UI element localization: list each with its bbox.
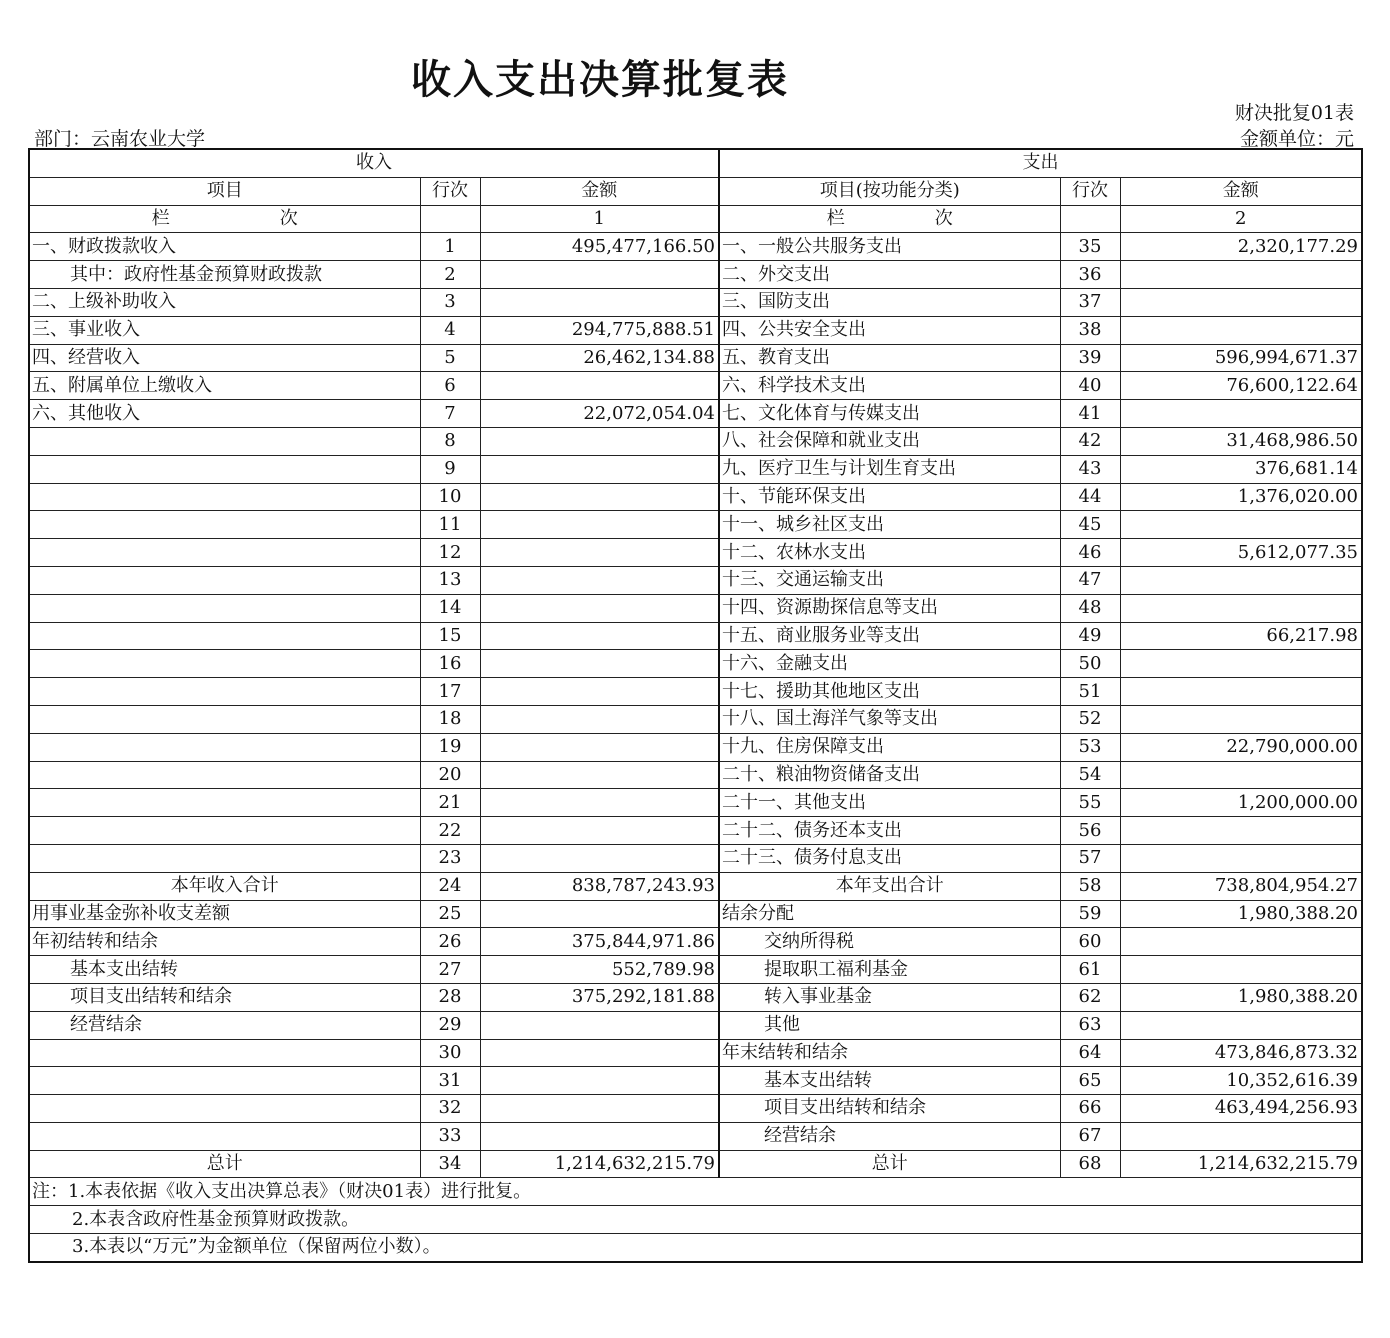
table-row — [29, 650, 1362, 678]
income-item — [29, 650, 420, 678]
expense-item: 五、教育支出 — [719, 344, 1060, 372]
income-row-no: 29 — [420, 1011, 480, 1039]
income-item — [29, 483, 420, 511]
expense-item: 十六、金融支出 — [719, 650, 1060, 678]
table-row — [29, 872, 1362, 900]
table-row — [29, 316, 1362, 344]
income-item — [29, 1039, 420, 1067]
expense-amount: 22,790,000.00 — [1120, 733, 1362, 761]
income-row-no: 14 — [420, 594, 480, 622]
table-row — [29, 844, 1362, 872]
expense-row-no: 66 — [1060, 1095, 1120, 1123]
expense-amount: 10,352,616.39 — [1120, 1067, 1362, 1095]
income-amount — [480, 1067, 719, 1095]
expense-item: 年末结转和结余 — [719, 1039, 1060, 1067]
income-amount — [480, 900, 719, 928]
expense-row-no: 47 — [1060, 566, 1120, 594]
expense-amount: 76,600,122.64 — [1120, 372, 1362, 400]
expense-item: 二十一、其他支出 — [719, 789, 1060, 817]
expense-item: 八、社会保障和就业支出 — [719, 427, 1060, 455]
expense-amount — [1120, 1122, 1362, 1150]
income-amount — [480, 511, 719, 539]
expense-row-no: 42 — [1060, 427, 1120, 455]
income-row-no: 28 — [420, 983, 480, 1011]
income-amount — [480, 1011, 719, 1039]
income-amount — [480, 622, 719, 650]
income-header: 收入 — [29, 149, 719, 177]
table-row — [29, 1011, 1362, 1039]
expense-amount — [1120, 566, 1362, 594]
income-amount — [480, 1122, 719, 1150]
table-row — [29, 594, 1362, 622]
expense-amount — [1120, 678, 1362, 706]
table-row — [29, 983, 1362, 1011]
table-row — [29, 900, 1362, 928]
income-item: 五、附属单位上缴收入 — [29, 372, 420, 400]
income-amount: 375,844,971.86 — [480, 928, 719, 956]
income-row-no: 1 — [420, 233, 480, 261]
expense-row-no: 49 — [1060, 622, 1120, 650]
income-amount: 838,787,243.93 — [480, 872, 719, 900]
income-item: 一、财政拨款收入 — [29, 233, 420, 261]
table-row — [29, 372, 1362, 400]
expense-row-no: 61 — [1060, 956, 1120, 984]
income-row-no: 23 — [420, 844, 480, 872]
table-row — [29, 1067, 1362, 1095]
expense-row-no: 59 — [1060, 900, 1120, 928]
col-row-no: 行次 — [420, 177, 480, 205]
income-amount — [480, 844, 719, 872]
income-row-no: 15 — [420, 622, 480, 650]
expense-row-no: 51 — [1060, 678, 1120, 706]
table-row — [29, 539, 1362, 567]
expense-item: 基本支出结转 — [719, 1067, 1060, 1095]
expense-amount — [1120, 594, 1362, 622]
table-row — [29, 1150, 1362, 1178]
expense-item: 四、公共安全支出 — [719, 316, 1060, 344]
expense-item: 本年支出合计 — [719, 872, 1060, 900]
expense-item: 二十、粮油物资储备支出 — [719, 761, 1060, 789]
income-item: 三、事业收入 — [29, 316, 420, 344]
expense-row-no: 40 — [1060, 372, 1120, 400]
table-row — [29, 733, 1362, 761]
expense-item: 十四、资源勘探信息等支出 — [719, 594, 1060, 622]
expense-amount — [1120, 261, 1362, 289]
income-amount — [480, 566, 719, 594]
expense-amount — [1120, 316, 1362, 344]
expense-item: 六、科学技术支出 — [719, 372, 1060, 400]
income-amount — [480, 594, 719, 622]
income-row-no: 25 — [420, 900, 480, 928]
section-header-row — [29, 149, 1362, 177]
income-amount — [480, 539, 719, 567]
expense-row-no: 58 — [1060, 872, 1120, 900]
expense-item: 一、一般公共服务支出 — [719, 233, 1060, 261]
table-row — [29, 427, 1362, 455]
income-amount: 294,775,888.51 — [480, 316, 719, 344]
col-index-2: 2 — [1120, 205, 1362, 233]
expense-row-no: 39 — [1060, 344, 1120, 372]
expense-amount: 376,681.14 — [1120, 455, 1362, 483]
expense-row-no: 55 — [1060, 789, 1120, 817]
income-row-no: 8 — [420, 427, 480, 455]
income-row-no: 30 — [420, 1039, 480, 1067]
income-amount — [480, 817, 719, 845]
table-row — [29, 622, 1362, 650]
expense-amount: 5,612,077.35 — [1120, 539, 1362, 567]
expense-item: 总计 — [719, 1150, 1060, 1178]
income-amount — [480, 789, 719, 817]
col-item: 项目 — [29, 177, 420, 205]
expense-amount: 463,494,256.93 — [1120, 1095, 1362, 1123]
table-row — [29, 1122, 1362, 1150]
income-item — [29, 1095, 420, 1123]
income-item — [29, 594, 420, 622]
income-amount — [480, 1095, 719, 1123]
income-row-no: 10 — [420, 483, 480, 511]
income-row-no: 2 — [420, 261, 480, 289]
expense-amount: 1,214,632,215.79 — [1120, 1150, 1362, 1178]
expense-amount — [1120, 400, 1362, 428]
expense-amount — [1120, 511, 1362, 539]
income-amount: 26,462,134.88 — [480, 344, 719, 372]
expense-item: 十五、商业服务业等支出 — [719, 622, 1060, 650]
income-amount — [480, 733, 719, 761]
expense-row-no: 50 — [1060, 650, 1120, 678]
expense-item: 三、国防支出 — [719, 288, 1060, 316]
col-amount: 金额 — [480, 177, 719, 205]
expense-item: 项目支出结转和结余 — [719, 1095, 1060, 1123]
table-row — [29, 288, 1362, 316]
income-row-no: 24 — [420, 872, 480, 900]
income-amount — [480, 372, 719, 400]
note-2: 2.本表含政府性基金预算财政拨款。 — [29, 1206, 1362, 1234]
expense-row-no: 57 — [1060, 844, 1120, 872]
income-amount — [480, 288, 719, 316]
expense-row-no: 45 — [1060, 511, 1120, 539]
income-row-no: 12 — [420, 539, 480, 567]
expense-item: 转入事业基金 — [719, 983, 1060, 1011]
expense-item: 结余分配 — [719, 900, 1060, 928]
expense-amount — [1120, 288, 1362, 316]
income-item: 基本支出结转 — [29, 956, 420, 984]
income-row-no: 13 — [420, 566, 480, 594]
expense-row-no: 68 — [1060, 1150, 1120, 1178]
blank-cell — [1060, 205, 1120, 233]
income-row-no: 11 — [420, 511, 480, 539]
ci-label: 次 — [934, 207, 953, 229]
income-item: 其中：政府性基金预算财政拨款 — [29, 261, 420, 289]
table-row — [29, 705, 1362, 733]
income-row-no: 18 — [420, 705, 480, 733]
income-row-no: 22 — [420, 817, 480, 845]
income-item — [29, 511, 420, 539]
expense-item: 二十二、债务还本支出 — [719, 817, 1060, 845]
expense-row-no: 38 — [1060, 316, 1120, 344]
expense-item: 经营结余 — [719, 1122, 1060, 1150]
income-item: 经营结余 — [29, 1011, 420, 1039]
expense-row-no: 46 — [1060, 539, 1120, 567]
expense-row-no: 65 — [1060, 1067, 1120, 1095]
expense-row-no: 64 — [1060, 1039, 1120, 1067]
expense-item: 十七、援助其他地区支出 — [719, 678, 1060, 706]
table-row — [29, 261, 1362, 289]
income-item — [29, 539, 420, 567]
expense-row-no: 60 — [1060, 928, 1120, 956]
expense-row-no: 52 — [1060, 705, 1120, 733]
expense-amount: 1,200,000.00 — [1120, 789, 1362, 817]
income-item — [29, 566, 420, 594]
expense-item: 二十三、债务付息支出 — [719, 844, 1060, 872]
lan-label: 栏 — [151, 207, 170, 229]
table-row — [29, 789, 1362, 817]
income-amount — [480, 261, 719, 289]
income-item — [29, 844, 420, 872]
expense-row-no: 43 — [1060, 455, 1120, 483]
income-row-no: 31 — [420, 1067, 480, 1095]
income-amount: 495,477,166.50 — [480, 233, 719, 261]
income-row-no: 32 — [420, 1095, 480, 1123]
expense-amount: 1,980,388.20 — [1120, 900, 1362, 928]
expense-amount: 596,994,671.37 — [1120, 344, 1362, 372]
expense-row-no: 53 — [1060, 733, 1120, 761]
expense-amount: 473,846,873.32 — [1120, 1039, 1362, 1067]
income-row-no: 5 — [420, 344, 480, 372]
table-row — [29, 1095, 1362, 1123]
column-index-row — [29, 205, 1362, 233]
expense-item: 十一、城乡社区支出 — [719, 511, 1060, 539]
income-row-no: 9 — [420, 455, 480, 483]
income-amount — [480, 705, 719, 733]
page-title: 收入支出决算批复表 — [411, 57, 789, 103]
income-item — [29, 1067, 420, 1095]
expense-amount: 1,376,020.00 — [1120, 483, 1362, 511]
note-row — [29, 1178, 1362, 1206]
expense-amount — [1120, 928, 1362, 956]
table-row — [29, 761, 1362, 789]
income-amount: 375,292,181.88 — [480, 983, 719, 1011]
note-1: 注：1.本表依据《收入支出决算总表》（财决01表）进行批复。 — [29, 1178, 1362, 1206]
table-row — [29, 566, 1362, 594]
column-header-row — [29, 177, 1362, 205]
income-item: 用事业基金弥补收支差额 — [29, 900, 420, 928]
expense-item: 九、医疗卫生与计划生育支出 — [719, 455, 1060, 483]
income-item: 二、上级补助收入 — [29, 288, 420, 316]
expense-item: 十、节能环保支出 — [719, 483, 1060, 511]
income-amount: 552,789.98 — [480, 956, 719, 984]
expense-amount — [1120, 956, 1362, 984]
ci-label: 次 — [279, 207, 298, 229]
expense-item: 七、文化体育与传媒支出 — [719, 400, 1060, 428]
expense-amount: 2,320,177.29 — [1120, 233, 1362, 261]
income-item — [29, 427, 420, 455]
income-item — [29, 678, 420, 706]
expense-row-no: 36 — [1060, 261, 1120, 289]
income-item — [29, 789, 420, 817]
income-item — [29, 817, 420, 845]
income-item — [29, 761, 420, 789]
table-row — [29, 455, 1362, 483]
income-row-no: 27 — [420, 956, 480, 984]
expense-amount: 66,217.98 — [1120, 622, 1362, 650]
income-row-no: 21 — [420, 789, 480, 817]
income-item: 总计 — [29, 1150, 420, 1178]
table-row — [29, 1039, 1362, 1067]
expense-amount — [1120, 705, 1362, 733]
expense-amount — [1120, 1011, 1362, 1039]
col-amount-right: 金额 — [1120, 177, 1362, 205]
table-row — [29, 678, 1362, 706]
table-body — [29, 233, 1362, 1178]
income-amount — [480, 650, 719, 678]
expense-row-no: 35 — [1060, 233, 1120, 261]
table-row — [29, 817, 1362, 845]
income-row-no: 19 — [420, 733, 480, 761]
form-code: 财决批复01表 — [1234, 102, 1354, 124]
lan-ci-right — [719, 205, 1060, 233]
income-amount — [480, 427, 719, 455]
expense-item: 十八、国土海洋气象等支出 — [719, 705, 1060, 733]
income-item: 四、经营收入 — [29, 344, 420, 372]
income-item — [29, 455, 420, 483]
income-row-no: 7 — [420, 400, 480, 428]
expense-row-no: 41 — [1060, 400, 1120, 428]
expense-amount — [1120, 650, 1362, 678]
income-item — [29, 705, 420, 733]
income-amount — [480, 1039, 719, 1067]
lan-label: 栏 — [826, 207, 845, 229]
table-row — [29, 483, 1362, 511]
expense-item: 十二、农林水支出 — [719, 539, 1060, 567]
income-item — [29, 622, 420, 650]
note-3: 3.本表以“万元”为金额单位（保留两位小数）。 — [29, 1234, 1362, 1262]
income-item: 本年收入合计 — [29, 872, 420, 900]
expense-item: 十九、住房保障支出 — [719, 733, 1060, 761]
lan-ci-left — [29, 205, 420, 233]
expense-row-no: 67 — [1060, 1122, 1120, 1150]
income-row-no: 3 — [420, 288, 480, 316]
income-row-no: 4 — [420, 316, 480, 344]
income-item: 年初结转和结余 — [29, 928, 420, 956]
income-amount — [480, 455, 719, 483]
income-item: 项目支出结转和结余 — [29, 983, 420, 1011]
income-row-no: 26 — [420, 928, 480, 956]
income-item — [29, 1122, 420, 1150]
income-row-no: 6 — [420, 372, 480, 400]
income-item: 六、其他收入 — [29, 400, 420, 428]
expense-row-no: 37 — [1060, 288, 1120, 316]
table-row — [29, 233, 1362, 261]
income-row-no: 17 — [420, 678, 480, 706]
expense-item: 二、外交支出 — [719, 261, 1060, 289]
income-row-no: 16 — [420, 650, 480, 678]
income-row-no: 33 — [420, 1122, 480, 1150]
income-amount — [480, 761, 719, 789]
income-amount: 1,214,632,215.79 — [480, 1150, 719, 1178]
note-row — [29, 1206, 1362, 1234]
col-row-no-right: 行次 — [1060, 177, 1120, 205]
expense-row-no: 63 — [1060, 1011, 1120, 1039]
expense-amount — [1120, 844, 1362, 872]
expense-item: 提取职工福利基金 — [719, 956, 1060, 984]
expense-item: 其他 — [719, 1011, 1060, 1039]
expense-row-no: 44 — [1060, 483, 1120, 511]
income-amount — [480, 483, 719, 511]
col-item-func: 项目(按功能分类) — [719, 177, 1060, 205]
expense-amount: 738,804,954.27 — [1120, 872, 1362, 900]
expense-row-no: 48 — [1060, 594, 1120, 622]
blank-cell — [420, 205, 480, 233]
expense-amount — [1120, 761, 1362, 789]
income-item — [29, 733, 420, 761]
income-row-no: 34 — [420, 1150, 480, 1178]
amount-unit: 金额单位：元 — [1239, 128, 1354, 150]
expense-header: 支出 — [719, 149, 1362, 177]
expense-amount — [1120, 817, 1362, 845]
expense-row-no: 54 — [1060, 761, 1120, 789]
col-index-1: 1 — [480, 205, 719, 233]
table-row — [29, 956, 1362, 984]
table-row — [29, 928, 1362, 956]
expense-item: 十三、交通运输支出 — [719, 566, 1060, 594]
note-row — [29, 1234, 1362, 1262]
expense-amount: 31,468,986.50 — [1120, 427, 1362, 455]
table-row — [29, 511, 1362, 539]
expense-amount: 1,980,388.20 — [1120, 983, 1362, 1011]
income-row-no: 20 — [420, 761, 480, 789]
expense-item: 交纳所得税 — [719, 928, 1060, 956]
table-row — [29, 400, 1362, 428]
expense-row-no: 56 — [1060, 817, 1120, 845]
expense-row-no: 62 — [1060, 983, 1120, 1011]
department-label: 部门：云南农业大学 — [34, 128, 206, 150]
notes-section — [29, 1178, 1362, 1262]
income-amount — [480, 678, 719, 706]
table-row — [29, 344, 1362, 372]
income-amount: 22,072,054.04 — [480, 400, 719, 428]
budget-table — [28, 148, 1363, 1263]
